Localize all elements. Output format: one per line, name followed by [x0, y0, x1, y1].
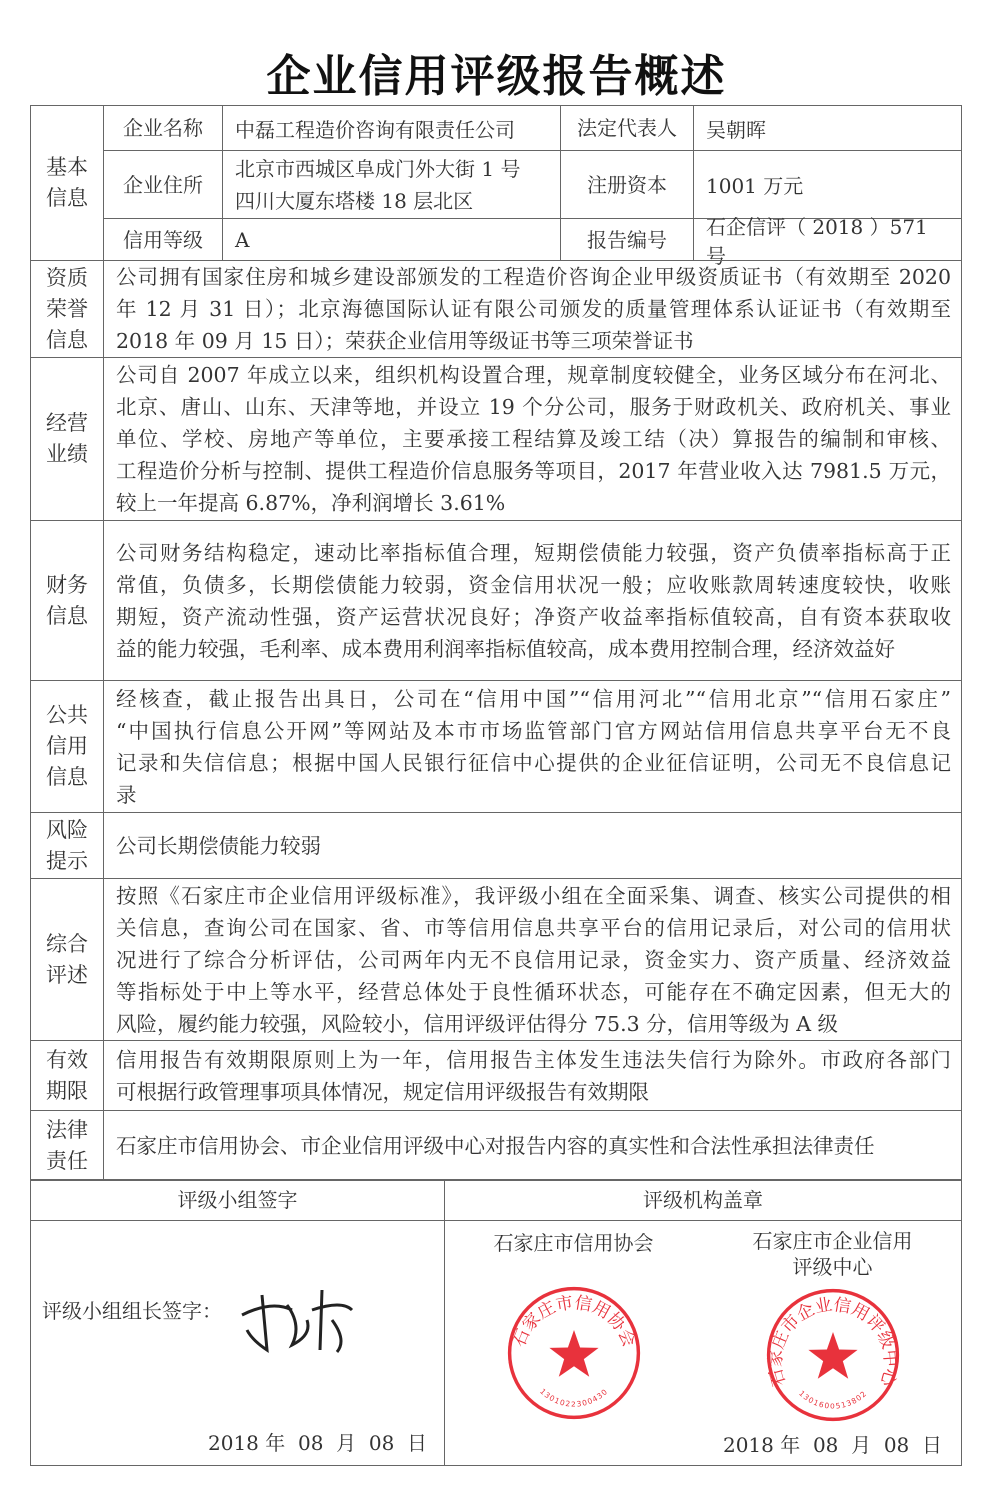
label-line: 财务 [46, 572, 88, 597]
address-line: 四川大厦东塔楼 18 层北区 [235, 188, 474, 213]
rating-label: 信用等级 [103, 218, 223, 261]
section-content [103, 1110, 962, 1181]
section-label [30, 357, 104, 521]
star-icon [549, 1330, 598, 1377]
text-line: 按照《石家庄市企业信用评级标准》，我评级小组在全面采集、调查、核实公司提供的相 [116, 883, 951, 908]
label-line: 公共 [46, 703, 88, 727]
star-icon [808, 1332, 857, 1379]
text-line: 期短，资产流动性强，资产运营状况良好；净资产收益率指标值较高，自有资本获取收 [116, 604, 951, 629]
text-line: 单位、学校、房地产等单位，主要承接工程结算及竣工结（决）算报告的编制和审核、 [116, 427, 951, 451]
rating-value: A [222, 218, 561, 261]
label-line: 综合 [46, 931, 88, 956]
text-line: 录 [116, 782, 137, 807]
label-line: 信息 [46, 603, 88, 628]
basic-info-label [30, 105, 104, 261]
caption-line: 石家庄市企业信用 [752, 1229, 913, 1253]
address-line: 北京市西城区阜成门外大街 1 号 [235, 156, 521, 181]
label-line: 信息 [46, 327, 88, 352]
text-line: 关信息，查询公司在国家、省、市等信用信息共享平台的信用记录后，对公司的信用状 [116, 915, 951, 940]
label-line: 基本 [46, 155, 88, 179]
capital-label: 注册资本 [560, 150, 694, 219]
handwritten-signature [232, 1280, 362, 1360]
section-content [103, 680, 962, 813]
date-left: 2018 年 08 月 08 日 [208, 1431, 428, 1455]
section-content [103, 878, 962, 1041]
text-line: 2018 年 09 月 15 日）；荣获企业信用等级证书等三项荣誉证书 [116, 329, 694, 353]
text-line: 况进行了综合分析评估，公司两年内无不良信用记录，资金实力、资产质量、经济效益 [116, 947, 951, 972]
label-line: 信息 [46, 765, 88, 789]
section-content [103, 357, 962, 521]
text-line: “中国执行信息公开网”等网站及本市市场监管部门官方网站信用信息共享平台无不良 [116, 718, 951, 743]
rating-center-stamp [764, 1286, 902, 1424]
address-label: 企业住所 [103, 150, 223, 219]
text-line: 公司长期偿债能力较弱 [116, 833, 321, 858]
section-label [30, 260, 104, 358]
text-line: 常值，负债多，长期偿债能力较弱，资金信用状况一般；应收账款周转速度较快，收账 [116, 572, 951, 597]
label-line: 业绩 [46, 442, 88, 466]
company-name-label: 企业名称 [103, 105, 223, 151]
stamp-code: 1301600513802 [797, 1388, 869, 1411]
label-line: 提示 [46, 848, 88, 873]
section-content [103, 812, 962, 879]
text-line: 较上一年提高 6.87%，净利润增长 3.61% [116, 491, 506, 515]
text-line: 益的能力较强，毛利率、成本费用利润率指标值较高，成本费用控制合理，经济效益好 [116, 636, 895, 661]
label-line: 信息 [46, 186, 88, 210]
text-line: 公司财务结构稳定，速动比率指标值合理，短期偿债能力较强，资产负债率指标高于正 [116, 540, 951, 565]
section-label [30, 520, 104, 681]
label-line: 风险 [46, 817, 88, 842]
stamp1-caption: 石家庄市信用协会 [493, 1231, 654, 1255]
label-line: 有效 [46, 1047, 88, 1072]
section-content [103, 520, 962, 681]
label-line: 资质 [46, 265, 88, 290]
label-line: 责任 [46, 1148, 88, 1173]
label-line: 经营 [46, 411, 88, 435]
text-line: 等指标处于中上等水平，经营总体处于良性循环状态，可能存在不确定因素，但无大的 [116, 979, 951, 1004]
label-line: 法律 [46, 1117, 88, 1142]
text-line: 北京、唐山、山东、天津等地，并设立 19 个分公司，服务于财政机关、政府机关、事业 [116, 395, 951, 419]
capital-value: 1001 万元 [693, 150, 962, 219]
company-name-value: 中磊工程造价咨询有限责任公司 [222, 105, 561, 151]
report-no-label: 报告编号 [560, 218, 694, 261]
stamp2-caption [703, 1228, 962, 1280]
section-label [30, 1110, 104, 1181]
text-line: 信用报告有效期限原则上为一年，信用报告主体发生违法失信行为除外。市政府各部门 [116, 1047, 951, 1072]
text-line: 经核查，截止报告出具日，公司在“信用中国”“信用河北”“信用北京”“信用石家庄” [116, 686, 951, 711]
report-no-value: 石企信评（ 2018 ）571 号 [693, 218, 962, 261]
caption-line: 评级中心 [792, 1255, 873, 1279]
stamp-text: 石家庄市企业信用评级中心 [765, 1295, 901, 1389]
label-line: 评述 [46, 962, 88, 987]
group-signature-header: 评级小组签字 [30, 1179, 445, 1221]
page-title: 企业信用评级报告概述 [266, 51, 727, 102]
text-line: 公司拥有国家住房和城乡建设部颁发的工程造价咨询企业甲级资质证书（有效期至 2020 [116, 265, 951, 289]
text-line: 工程造价分析与控制、提供工程造价信息服务等项目，2017 年营业收入达 7981.5 万元， [116, 459, 951, 483]
association-stamp [505, 1284, 643, 1422]
text-line: 年 12 月 31 日）；北京海德国际认证有限公司颁发的质量管理体系认证证书（有效期至 [116, 297, 951, 321]
text-line: 可根据行政管理事项具体情况，规定信用评级报告有效期限 [116, 1079, 649, 1104]
leader-signature-label: 评级小组组长签字： [42, 1299, 222, 1323]
section-label [30, 680, 104, 813]
stamp-code: 1301022300430 [538, 1386, 610, 1409]
text-line: 石家庄市信用协会、市企业信用评级中心对报告内容的真实性和合法性承担法律责任 [116, 1133, 875, 1158]
legal-rep-value: 吴朝晖 [693, 105, 962, 151]
section-content [103, 260, 962, 358]
text-line: 记录和失信信息；根据中国人民银行征信中心提供的企业征信证明，公司无不良信息记 [116, 750, 951, 775]
org-stamp-header: 评级机构盖章 [444, 1179, 962, 1221]
section-content [103, 1040, 962, 1111]
label-line: 荣誉 [46, 296, 88, 321]
section-label [30, 812, 104, 879]
text-line: 公司自 2007 年成立以来，组织机构设置合理，规章制度较健全，业务区域分布在河北、 [116, 363, 951, 387]
legal-rep-label: 法定代表人 [560, 105, 694, 151]
address-value [222, 150, 561, 219]
label-line: 期限 [46, 1078, 88, 1103]
text-line: 风险，履约能力较强，风险较小，信用评级评估得分 75.3 分，信用等级为 A 级 [116, 1011, 839, 1036]
section-label [30, 1040, 104, 1111]
label-line: 信用 [46, 734, 88, 758]
date-right: 2018 年 08 月 08 日 [722, 1433, 942, 1457]
section-label [30, 878, 104, 1041]
stamp-text: 石家庄市信用协会 [509, 1293, 639, 1350]
